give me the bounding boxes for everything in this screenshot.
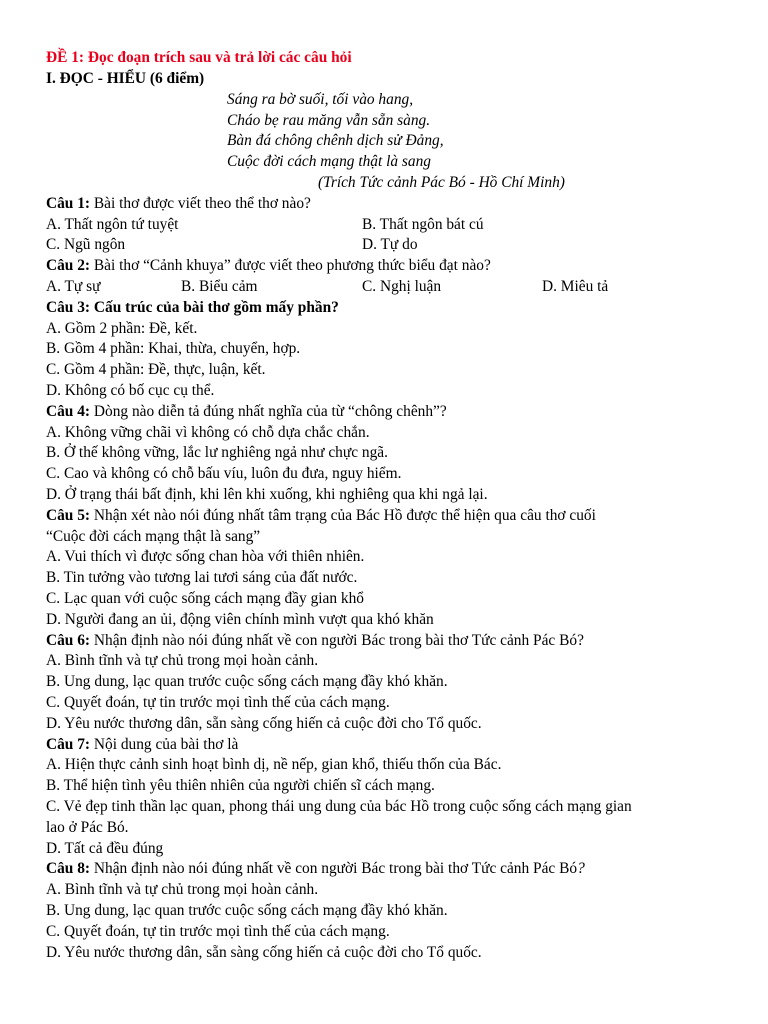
question-text: Bài thơ “Cảnh khuya” được viết theo phương thức biểu đạt nào? xyxy=(90,257,491,274)
answer-option: D. Miêu tả xyxy=(542,278,609,295)
question-5 xyxy=(46,506,596,526)
question-text-continued: “Cuộc đời cách mạng thật là sang” xyxy=(46,528,261,545)
question-3: Câu 3: Cấu trúc của bài thơ gồm mấy phần? xyxy=(46,299,339,316)
question-text: Nhận định nào nói đúng nhất về con người Bác trong bài thơ Tức cảnh Pác Bó? xyxy=(90,632,584,649)
answer-option: B. Biểu cảm xyxy=(181,278,258,295)
answer-option: B. Ung dung, lạc quan trước cuộc sống cách mạng đầy khó khăn. xyxy=(46,902,448,919)
answer-option: C. Quyết đoán, tự tin trước mọi tình thế của cách mạng. xyxy=(46,694,390,711)
answer-option: A. Gồm 2 phần: Đề, kết. xyxy=(46,320,198,337)
question-label: Câu 6: xyxy=(46,632,91,649)
poem-line: Bàn đá chông chênh dịch sử Đảng, xyxy=(227,132,444,149)
answer-option: C. Lạc quan với cuộc sống cách mạng đầy gian khổ xyxy=(46,590,364,607)
question-text: Nội dung của bài thơ là xyxy=(90,736,239,753)
answer-option: D. Tất cả đều đúng xyxy=(46,840,164,857)
question-8 xyxy=(46,859,585,879)
question-text: Dòng nào diễn tả đúng nhất nghĩa của từ “chông chênh”? xyxy=(90,403,447,420)
answer-option-continued: lao ở Pác Bó. xyxy=(46,819,129,836)
question-7 xyxy=(46,735,238,755)
answer-option: A. Bình tĩnh và tự chủ trong mọi hoàn cảnh. xyxy=(46,881,319,898)
answer-option: B. Tin tưởng vào tương lai tươi sáng của đất nước. xyxy=(46,569,358,586)
answer-option: C. Vẻ đẹp tinh thần lạc quan, phong thái ung dung của bác Hồ trong cuộc sống cách mạng gian xyxy=(46,798,632,815)
answer-option: A. Vui thích vì được sống chan hòa với thiên nhiên. xyxy=(46,548,365,565)
poem-line: Cháo bẹ rau măng vẫn sẵn sàng. xyxy=(227,112,431,129)
answer-option: B. Gồm 4 phần: Khai, thừa, chuyển, hợp. xyxy=(46,340,301,357)
question-6 xyxy=(46,631,584,651)
answer-option: D. Yêu nước thương dân, sẵn sàng cống hiến cả cuộc đời cho Tổ quốc. xyxy=(46,944,482,961)
answer-option: D. Không có bố cục cụ thể. xyxy=(46,382,215,399)
poem-line: Cuộc đời cách mạng thật là sang xyxy=(227,153,432,170)
answer-option: C. Ngũ ngôn xyxy=(46,236,126,253)
answer-option: A. Bình tĩnh và tự chủ trong mọi hoàn cảnh. xyxy=(46,652,319,669)
question-text: Nhận xét nào nói đúng nhất tâm trạng của Bác Hồ được thể hiện qua câu thơ cuối xyxy=(90,507,596,524)
answer-option: C. Cao và không có chỗ bấu víu, luôn đu đưa, nguy hiểm. xyxy=(46,465,402,482)
section-title: I. ĐỌC - HIỂU (6 điểm) xyxy=(46,70,205,87)
answer-option: B. Ung dung, lạc quan trước cuộc sống cách mạng đầy khó khăn. xyxy=(46,673,448,690)
poem-source: (Trích Tức cảnh Pác Bó - Hồ Chí Minh) xyxy=(318,174,565,191)
answer-option: C. Quyết đoán, tự tin trước mọi tình thế của cách mạng. xyxy=(46,923,390,940)
question-label: Câu 5: xyxy=(46,507,91,524)
answer-option: A. Hiện thực cảnh sinh hoạt bình dị, nề nếp, gian khổ, thiếu thốn của Bác. xyxy=(46,756,502,773)
question-label: Câu 2: xyxy=(46,257,91,274)
question-label: Câu 8: xyxy=(46,860,91,877)
answer-option: B. Thể hiện tình yêu thiên nhiên của người chiến sĩ cách mạng. xyxy=(46,777,435,794)
question-2 xyxy=(46,256,491,276)
answer-option: B. Thất ngôn bát cú xyxy=(362,216,484,233)
answer-option: D. Người đang an ủi, động viên chính mình vượt qua khó khăn xyxy=(46,611,434,628)
answer-option: C. Gồm 4 phần: Đề, thực, luận, kết. xyxy=(46,361,266,378)
question-label: Câu 4: xyxy=(46,403,91,420)
question-4 xyxy=(46,402,447,422)
answer-option: C. Nghị luận xyxy=(362,278,442,295)
answer-option: A. Tự sự xyxy=(46,278,101,295)
question-text: Bài thơ được viết theo thể thơ nào? xyxy=(90,195,311,212)
question-label: Câu 1: xyxy=(46,195,91,212)
answer-option: B. Ở thế không vững, lắc lư nghiêng ngả như chực ngã. xyxy=(46,444,388,461)
answer-option: D. Tự do xyxy=(362,236,418,253)
answer-option: A. Không vững chãi vì không có chỗ dựa chắc chắn. xyxy=(46,424,370,441)
question-text: Nhận định nào nói đúng nhất về con người Bác trong bài thơ Tức cảnh Pác Bó xyxy=(90,860,578,877)
answer-option: A. Thất ngôn tứ tuyệt xyxy=(46,216,179,233)
exam-heading: ĐỀ 1: Đọc đoạn trích sau và trả lời các câu hỏi xyxy=(46,49,352,66)
poem-line: Sáng ra bờ suối, tối vào hang, xyxy=(227,91,414,108)
answer-option: D. Ở trạng thái bất định, khi lên khi xuống, khi nghiêng qua khi ngả lại. xyxy=(46,486,488,503)
question-1 xyxy=(46,194,311,214)
answer-option: D. Yêu nước thương dân, sẵn sàng cống hiến cả cuộc đời cho Tổ quốc. xyxy=(46,715,482,732)
question-mark: ? xyxy=(577,860,585,877)
question-label: Câu 7: xyxy=(46,736,91,753)
